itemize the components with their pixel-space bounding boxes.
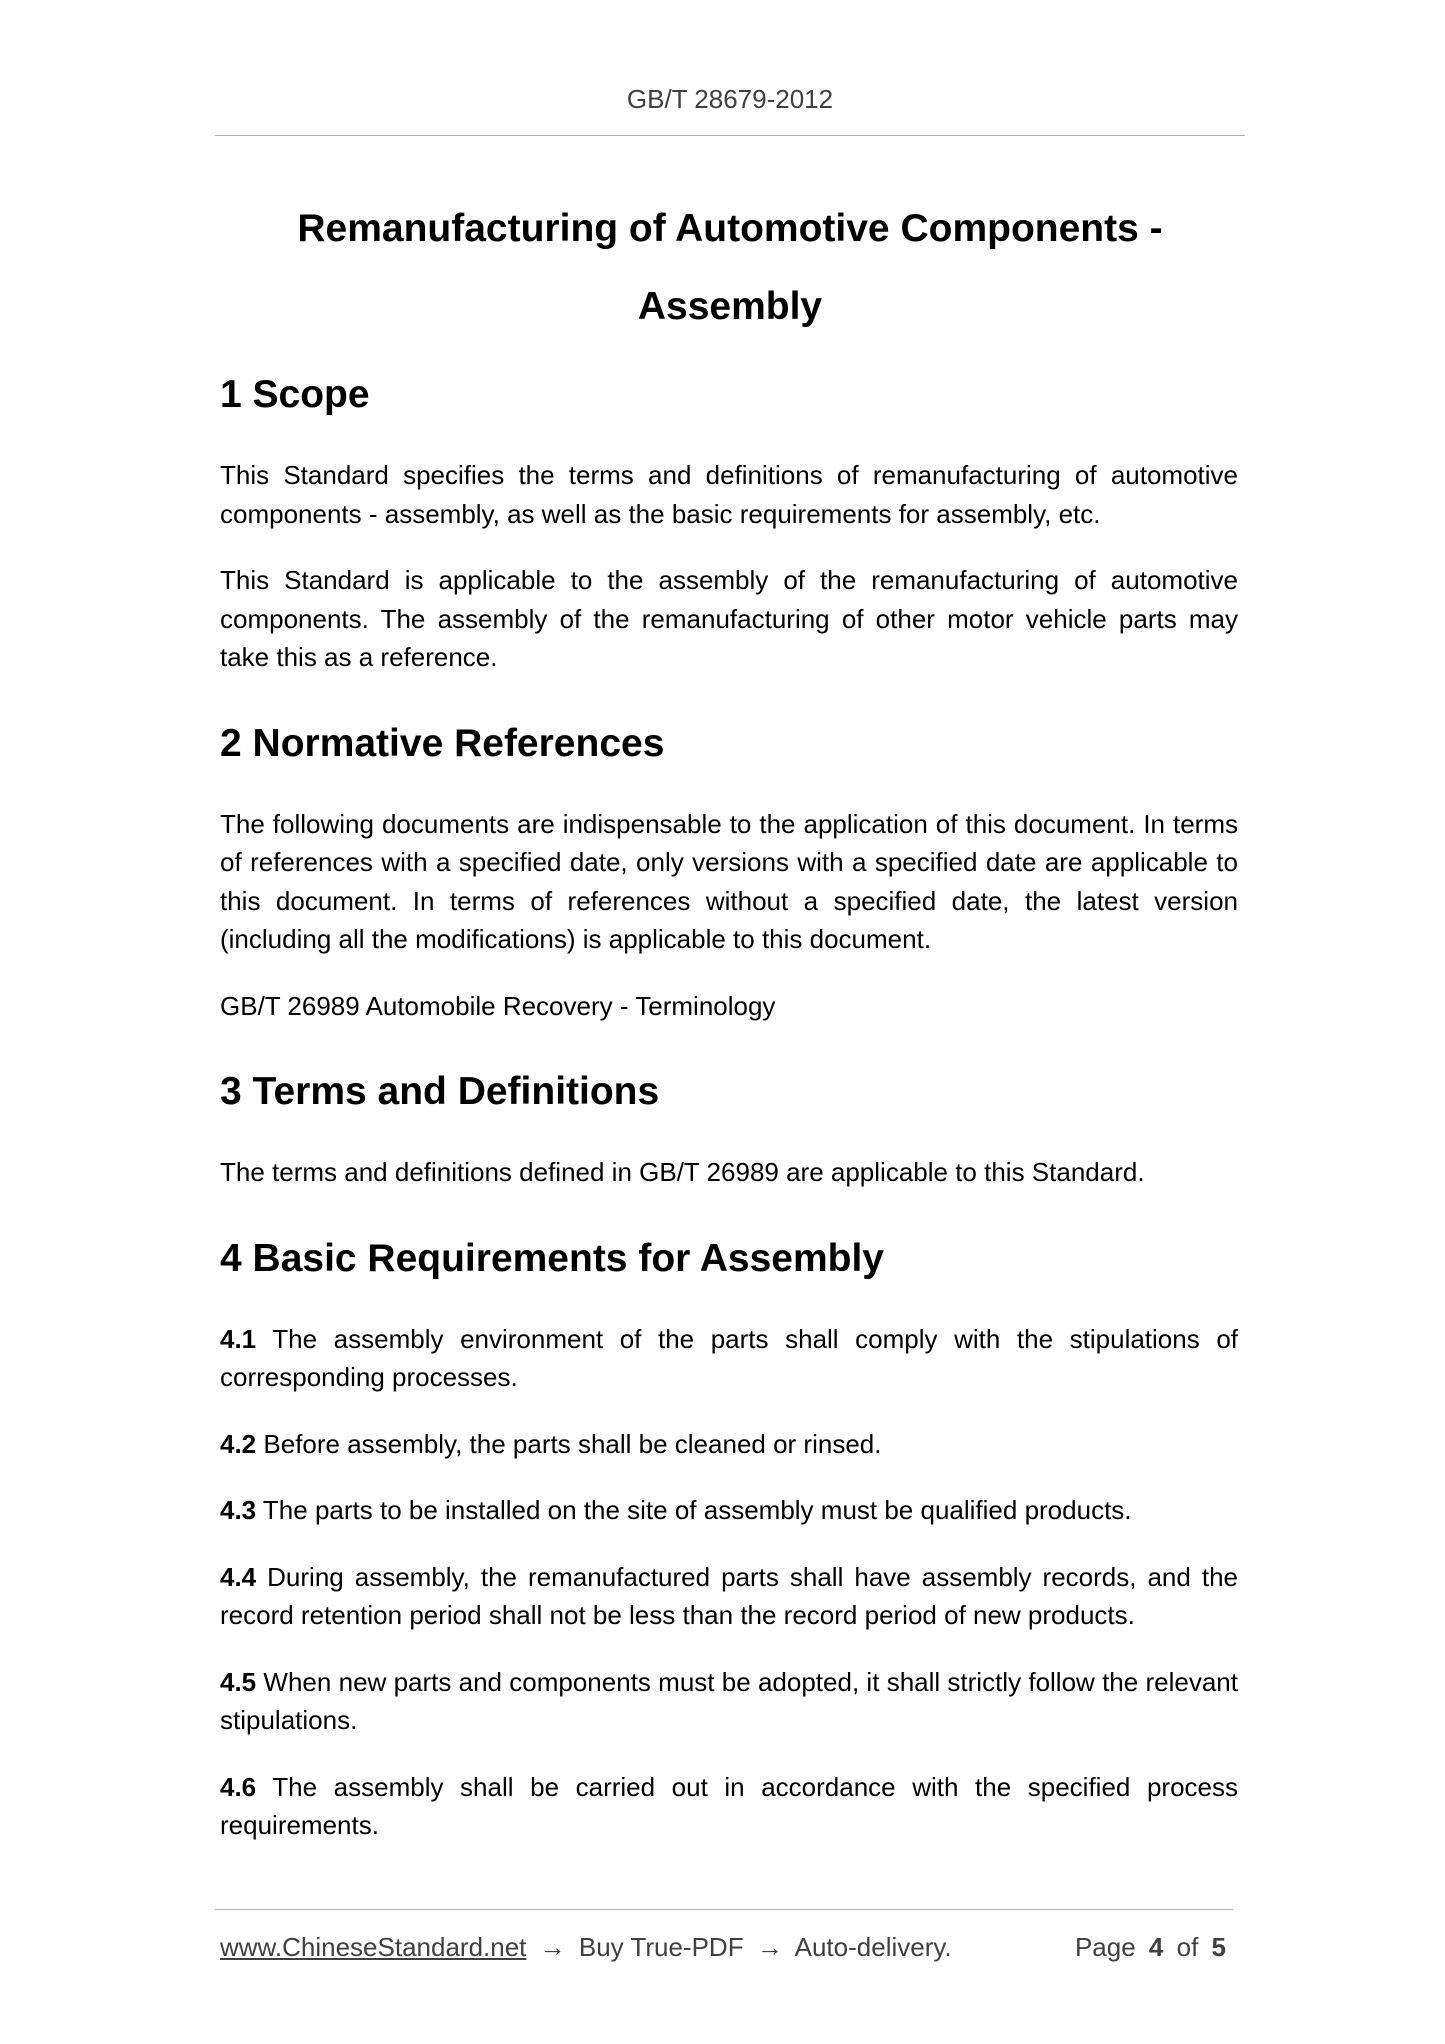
- clause-text: The assembly environment of the parts shall comply with the stipulations of corresponding processes.: [220, 1323, 1238, 1392]
- clause-number: 4.3: [220, 1495, 257, 1525]
- clause-text: The assembly shall be carried out in accordance with the specified process requirements.: [220, 1771, 1238, 1840]
- paragraph: This Standard is applicable to the assembly of the remanufacturing of automotive components. The assembly of the remanufacturing of other motor vehicle parts may take this as a reference.: [220, 565, 1238, 672]
- arrow-right-icon: →: [539, 1932, 566, 1962]
- section-heading-terms-definitions: 3 Terms and Definitions: [220, 1070, 660, 1113]
- page-footer: [220, 1932, 1232, 1968]
- clause-4-3: [220, 1491, 1238, 1530]
- clause-4-5: [220, 1663, 1238, 1740]
- current-page-number: 4: [1148, 1932, 1164, 1962]
- clause-number: 4.4: [220, 1561, 257, 1592]
- clause-text: During assembly, the remanufactured parts shall have assembly records, and the record retention period shall not be less than the record period of new products.: [220, 1561, 1238, 1630]
- paragraph: This Standard specifies the terms and definitions of remanufacturing of automotive components - assembly, as well as the basic requirements for assembly, etc.: [220, 460, 1238, 529]
- document-title-line-2: Assembly: [637, 285, 823, 328]
- footer-divider: [215, 1909, 1233, 1910]
- paragraph: The terms and definitions defined in GB/T 26989 are applicable to this Standard.: [220, 1157, 1145, 1187]
- clause-number: 4.1: [220, 1323, 257, 1354]
- clause-number: 4.6: [220, 1771, 257, 1802]
- clause-text: Before assembly, the parts shall be cleaned or rinsed.: [263, 1428, 882, 1459]
- document-title-line-1: Remanufacturing of Automotive Components -: [297, 207, 1163, 250]
- clause-text: The parts to be installed on the site of assembly must be qualified products.: [262, 1495, 1132, 1525]
- running-header: GB/T 28679-2012: [626, 84, 834, 114]
- clause-4-4: [220, 1558, 1238, 1635]
- page-label: Page: [1074, 1932, 1136, 1962]
- clause-4-2: [220, 1425, 1238, 1464]
- clause-text: When new parts and components must be adopted, it shall strictly follow the relevant stipulations.: [220, 1666, 1238, 1735]
- section-scope: [220, 372, 1238, 677]
- delivery-text: Auto-delivery.: [794, 1932, 952, 1962]
- header-divider: [215, 135, 1245, 136]
- clause-4-1: [220, 1320, 1238, 1397]
- section-basic-requirements: [220, 1236, 1238, 1845]
- website-link[interactable]: www.ChineseStandard.net: [220, 1932, 527, 1962]
- reference-entry: GB/T 26989 Automobile Recovery - Terminology: [220, 990, 776, 1021]
- clause-number: 4.5: [220, 1666, 257, 1697]
- footer-promo: [220, 1932, 952, 1963]
- of-label: of: [1176, 1932, 1199, 1962]
- document-body: [220, 372, 1238, 1845]
- section-normative-references: [220, 721, 1238, 1026]
- section-heading-scope: 1 Scope: [220, 373, 370, 416]
- clause-4-6: [220, 1768, 1238, 1845]
- total-page-number: 5: [1211, 1932, 1226, 1962]
- buy-text: Buy True-PDF: [578, 1932, 744, 1962]
- section-terms-definitions: [220, 1069, 1238, 1192]
- arrow-right-icon: →: [756, 1932, 783, 1962]
- section-heading-normative-references: 2 Normative References: [220, 721, 665, 765]
- paragraph: The following documents are indispensable to the application of this document. In terms of references with a specified date, only versions with a specified date are applicable to this document. In terms of references without a specified date, the latest version (including all the modifications) is applicable to this document.: [220, 808, 1238, 954]
- clause-number: 4.2: [220, 1428, 257, 1459]
- section-heading-basic-requirements: 4 Basic Requirements for Assembly: [220, 1236, 884, 1280]
- document-title: [215, 190, 1245, 346]
- page-indicator: [1075, 1932, 1232, 1963]
